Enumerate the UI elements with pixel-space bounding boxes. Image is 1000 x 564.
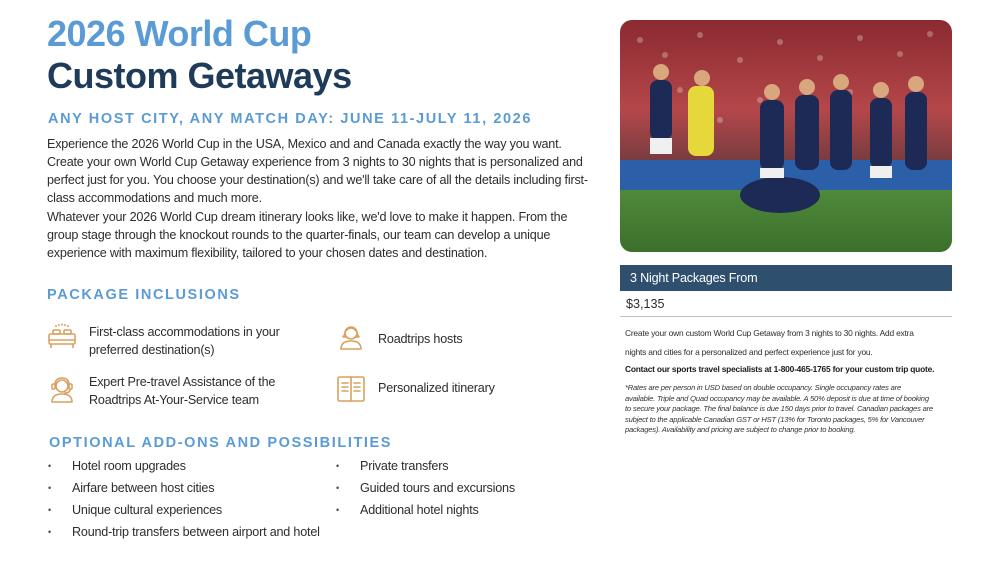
intro-paragraph-2-line: experience with maximum flexibility, tailored to your chosen dates and destination. — [47, 246, 488, 260]
list-item: • Airfare between host cities — [48, 477, 320, 499]
list-item: • Unique cultural experiences — [48, 499, 320, 521]
addons-list-right — [336, 455, 515, 521]
page-title-line1: 2026 World Cup — [47, 13, 312, 54]
sidebar-description-line: nights and cities for a personalized and perfect experience just for you. — [625, 347, 873, 357]
inclusions-heading: PACKAGE INCLUSIONS — [47, 287, 241, 303]
bed-icon — [46, 322, 78, 354]
sidebar-fine-print — [625, 383, 955, 436]
inclusion-line: Roadtrips hosts — [378, 332, 463, 346]
itinerary-book-icon — [335, 373, 367, 405]
concierge-icon — [46, 373, 78, 405]
list-item: • Hotel room upgrades — [48, 455, 320, 477]
list-item: • Private transfers — [336, 455, 515, 477]
inclusion-item-pretravel — [89, 373, 275, 409]
intro-paragraph-2-line: group stage through the knockout rounds to the quarter-finals, our team can develop a unique — [47, 228, 551, 242]
inclusion-line: preferred destination(s) — [89, 343, 215, 357]
intro-paragraph-1-line: class accommodations and much more. — [47, 191, 262, 205]
inclusion-item-itinerary — [378, 379, 495, 397]
addons-heading: OPTIONAL ADD-ONS AND POSSIBILITIES — [49, 435, 393, 451]
photo-illustration — [620, 20, 952, 252]
inclusion-item-accommodations — [89, 323, 280, 359]
price-header-bar — [620, 265, 952, 291]
fine-print-line: to secure your package. The final balance is due 150 days prior to travel. Canadian packages are — [625, 404, 933, 414]
intro-paragraph-2-line: Whatever your 2026 World Cup dream itinerary looks like, we'd love to make it happen. From the — [47, 210, 568, 224]
addons-list-left — [48, 455, 320, 543]
host-icon — [335, 322, 367, 354]
page-title-line2: Custom Getaways — [47, 55, 352, 96]
soccer-team-celebration-photo — [620, 20, 952, 252]
inclusion-item-hosts — [378, 330, 463, 348]
price-divider — [620, 316, 952, 317]
fine-print-line: *Rates are per person in USD based on double occupancy. Single occupancy rates are — [625, 383, 901, 392]
price-value: $3,135 — [626, 297, 665, 311]
intro-paragraph-1-line: Create your own World Cup Getaway experience from 3 nights to 30 nights that is personalized and — [47, 155, 583, 169]
list-item: • Additional hotel nights — [336, 499, 515, 521]
inclusion-line: Expert Pre-travel Assistance of the — [89, 375, 276, 389]
sidebar-contact: Contact our sports travel specialists at 1-800-465-1765 for your custom trip quote. — [625, 364, 935, 374]
list-item: • Guided tours and excursions — [336, 477, 515, 499]
intro-paragraph-1-line: Experience the 2026 World Cup in the USA, Mexico and and Canada exactly the way you want. — [47, 137, 562, 151]
intro-subheading: ANY HOST CITY, ANY MATCH DAY: JUNE 11-JULY 11, 2026 — [48, 111, 532, 127]
inclusion-line: First-class accommodations in your — [89, 325, 280, 339]
sidebar-description-line: Create your own custom World Cup Getaway from 3 nights to 30 nights. Add extra — [625, 328, 914, 338]
sidebar-description — [625, 324, 955, 362]
intro-paragraph-1 — [47, 135, 607, 207]
fine-print-line: packages). Availability and pricing are subject to change prior to booking. — [625, 425, 856, 435]
intro-paragraph-1-line: perfect just for you. You choose your destination(s) and we'll take care of all the details including first- — [47, 173, 588, 187]
fine-print-line: subject to the applicable Canadian GST or HST (13% for Toronto packages, 5% for Vancouver — [625, 414, 925, 424]
intro-paragraph-2 — [47, 208, 607, 262]
fine-print-line: available. Triple and Quad occupancy may be available. A 50% deposit is due at time of booking — [625, 393, 929, 403]
list-item: • Round-trip transfers between airport and hotel — [48, 521, 320, 543]
inclusion-line: Personalized itinerary — [378, 381, 495, 395]
price-label: 3 Night Packages From — [630, 271, 758, 285]
inclusion-line: Roadtrips At-Your-Service team — [89, 393, 259, 407]
